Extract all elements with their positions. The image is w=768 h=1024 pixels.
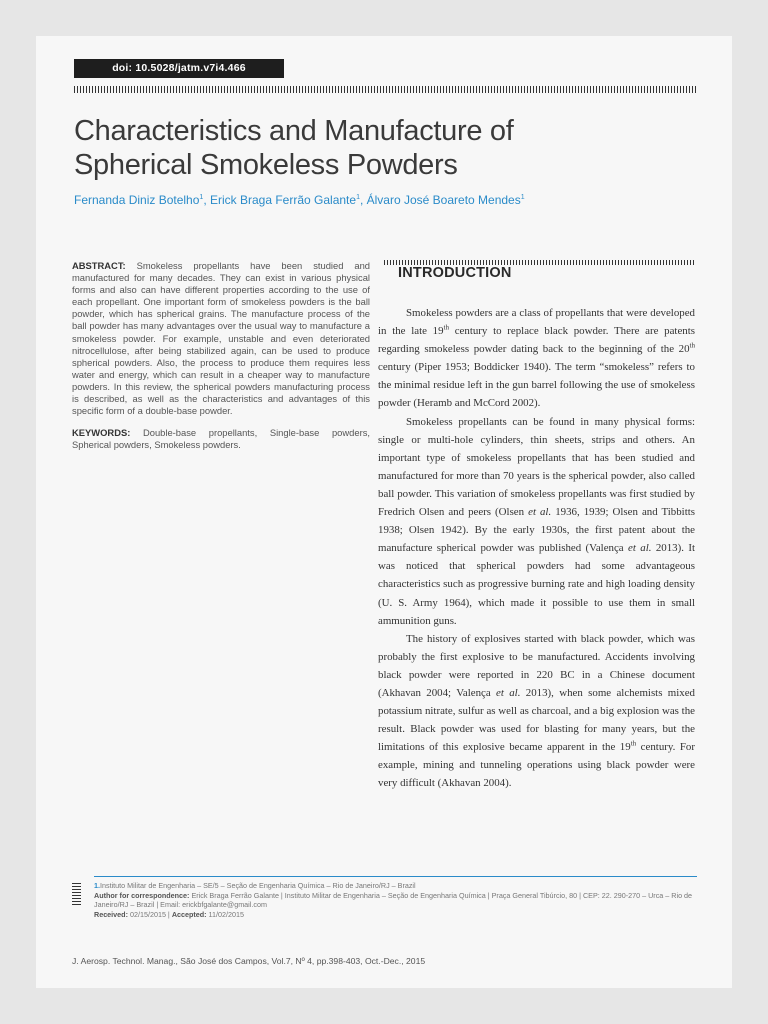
author-1[interactable]: Fernanda Diniz Botelho$^1$ bbox=[74, 193, 204, 207]
footnote-divider bbox=[94, 876, 697, 877]
paragraph-1: Smokeless powders are a class of propellants that were developed in the late 19th century to replace black powder. There are patents regarding smokeless powder dating back to the beginning of the 20th century (Piper 1953; Boddicker 1940). The term “smokeless” refers to the minimal residue left in the gun barrel following the use of smokeless powder (Heramb and McCord 2002). bbox=[378, 307, 695, 410]
introduction-heading: INTRODUCTION bbox=[398, 265, 512, 281]
abstract-column bbox=[72, 260, 370, 461]
abstract bbox=[72, 260, 370, 417]
author-2-affiliation: 1 bbox=[356, 194, 360, 201]
keywords-text: Double-base propellants, Single-base powders, Spherical powders, Smokeless powders. bbox=[72, 427, 370, 451]
paragraph-3: The history of explosives started with black powder, which was probably the first explosive to be manufactured. Accidents involving black powder were reported in 220 BC in a Chinese document (Akhavan 2004; Valença et al. 2013), when some alchemists mixed potassium nitrate, sulfur as well as charcoal, and a big explosion was the result. Black powder was used for blasting for many years, but the limitations of this explosive became apparent in the 19th century. For example, mining and tunneling operations using black powder were very difficult (Akhavan 2004). bbox=[378, 632, 696, 790]
author-list: Fernanda Diniz Botelho$^1$, Erick Braga Ferrão Galante$^1$, Álvaro José Boareto Mendes$^1$ bbox=[74, 193, 525, 207]
author-3[interactable]: Álvaro José Boareto Mendes$^1$ bbox=[366, 193, 525, 207]
article-page bbox=[36, 36, 732, 988]
footnote-barcode-decoration bbox=[72, 881, 81, 905]
paragraph-2: Smokeless propellants can be found in many physical forms: single or multi-hole cylinders, thin sheets, strips and others. An important type of smokeless propellants that has been studied and manufactured for more than 70 years is the spherical powder, also called ball powder. This variation of smokeless propellants was first studied by Fredrich Olsen and peers (Olsen et al. 1936, 1939; Olsen and Tibbitts 1938; Olsen 1942). By the early 1930s, the first patent about the manufacture spherical powder was published (Valença et al. 2013). It was noticed that spherical powders had some advantageous characteristics such as progressive burning rate and high loading density (U. S. Army 1964), which made it possible to use them in small ammunition guns. bbox=[378, 415, 696, 627]
author-3-affiliation: 1 bbox=[520, 194, 525, 201]
dates-note: Received: 02/15/2015 | Accepted: 11/02/2015 bbox=[94, 909, 244, 919]
doi-badge[interactable]: doi: 10.5028/jatm.v7i4.466 bbox=[74, 59, 284, 78]
author-1-affiliation: 1 bbox=[199, 194, 204, 201]
affiliation-note: 1.Instituto Militar de Engenharia – SE/5 – Seção de Engenharia Química – Rio de Janeiro/RJ – Brazil bbox=[94, 881, 416, 890]
article-title: Characteristics and Manufacture of Spherical Smokeless Powders bbox=[74, 115, 514, 181]
abstract-text: Smokeless propellants have been studied and manufactured for many decades. They can exist in various physical forms and also can have different properties according to the use of each propellant. One important form of smokeless powders is the ball powder, which has spherical grains. The manufacture process of the ball powder has many advantages over the usual way to manufacture a smokeless powder. For example, unstable and even deteriorated nitrocellulose, after being stabilized again, can be used to produce spherical powders. Also, the process to produce them requires less water and energy, which can result in a cheaper way to manufacture powders. In this review, the spherical powders manufacturing process is described, as well as the characteristics and advantages of this specific form of a double-base powder. bbox=[72, 260, 370, 417]
journal-citation: J. Aerosp. Technol. Manag., São José dos Campos, Vol.7, Nº 4, pp.398-403, Oct.-Dec., 2015 bbox=[72, 956, 426, 966]
footnotes bbox=[94, 881, 697, 919]
author-2[interactable]: Erick Braga Ferrão Galante$^1$ bbox=[210, 193, 360, 207]
abstract-label: ABSTRACT: bbox=[72, 260, 126, 271]
keywords bbox=[72, 427, 370, 451]
introduction-body bbox=[378, 304, 695, 793]
keywords-label: KEYWORDS: bbox=[72, 427, 131, 439]
correspondence-note: Author for correspondence: Erick Braga Ferrão Galante | Instituto Militar de Engenharia – Seção de Engenharia Química | Praça General Tibúrcio, 80 | CEP: 22. 290-270 – Urca – Rio de Janeiro/RJ – Brazil | Email: erickbfgalante@gmail.com bbox=[94, 890, 693, 910]
header-barcode-decoration bbox=[74, 86, 696, 93]
